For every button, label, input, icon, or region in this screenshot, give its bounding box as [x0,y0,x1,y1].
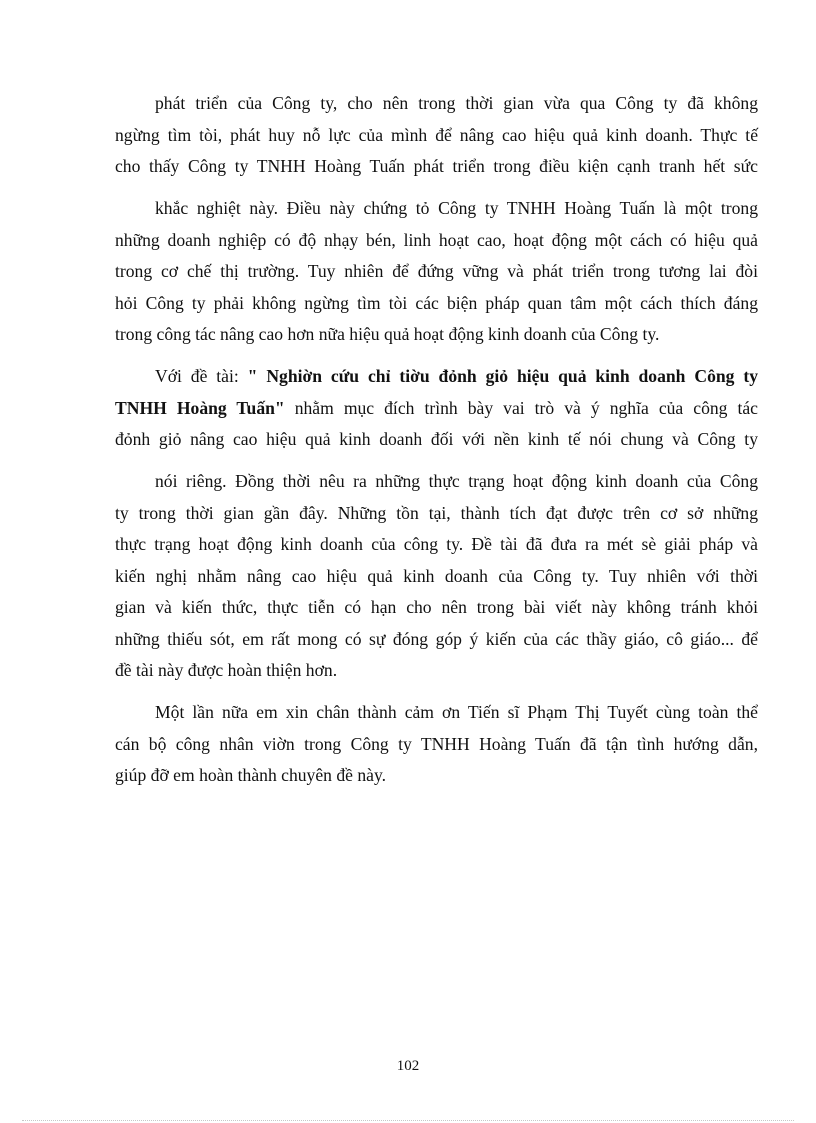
text-line: giúp đỡ em hoàn thành chuyên đề này. [115,765,387,785]
text-line: những thiếu sót, em rất mong có sự đóng góp ý kiến của các thầy giáo, cô giáo... để [115,628,758,649]
text-run: nhằm mục đích trình bày vai trò và ý nghĩa của công tác [284,397,758,418]
paragraph-1 [115,88,758,183]
text-line: Một lần nữa em xin chân thành cảm ơn Tiến sĩ Phạm Thị Tuyết cùng toàn thể [155,702,758,722]
page-number: 102 [396,1058,420,1074]
text-line: đề tài này được hoàn thiện hơn. [115,660,338,680]
text-line [115,393,758,425]
topic-title-end: TNHH Hoàng Tuấn" [115,397,285,418]
text-line: trong cơ chế thị trường. Tuy nhiên để đứng vững và phát triển trong tương lai đòi [115,261,758,281]
text-line: gian và kiến thức, thực tiễn có hạn cho nên trong bài viết này không tránh khỏi [115,597,758,617]
text-line: đỏnh giỏ nâng cao hiệu quả kinh doanh đối với nền kinh tế nói chung và Công ty [115,429,758,449]
text-line: hỏi Công ty phải không ngừng tìm tòi các biện pháp quan tâm một cách thích đáng [115,292,758,313]
text-line: cán bộ công nhân viờn trong Công ty TNHH Hoàng Tuấn đã tận tình hướng dẫn, [115,733,758,754]
body-text [115,88,758,792]
paragraph-2 [115,193,758,351]
text-line: thực trạng hoạt động kinh doanh của công ty. Đề tài đã đưa ra mét sè giải pháp và [115,534,758,554]
paragraph-4 [115,466,758,687]
paragraph-3 [115,361,758,456]
text-line: khắc nghiệt này. Điều này chứng tỏ Công ty TNHH Hoàng Tuấn là một trong [155,198,758,218]
text-line: trong công tác nâng cao hơn nữa hiệu quả hoạt động kinh doanh của Công ty. [115,324,660,344]
text-line [115,361,758,393]
text-line: cho thấy Công ty TNHH Hoàng Tuấn phát triển trong điều kiện cạnh tranh hết sức [115,156,758,176]
text-line: ngừng tìm tòi, phát huy nỗ lực của mình để nâng cao hiệu quả kinh doanh. Thực tế [115,124,758,145]
text-line: nói riêng. Đồng thời nêu ra những thực trạng hoạt động kinh doanh của Công [155,471,758,491]
page-bottom-divider [22,1120,794,1121]
text-line: những doanh nghiệp có độ nhạy bén, linh hoạt cao, hoạt động một cách có hiệu quả [115,229,758,250]
topic-title: " Nghiờn cứu chỉ tiờu đỏnh giỏ hiệu quả kinh doanh Công ty [247,366,759,386]
text-run: Với đề tài: [155,366,248,386]
paragraph-5 [115,697,758,792]
text-line: kiến nghị nhằm nâng cao hiệu quả kinh doanh của Công ty. Tuy nhiên với thời [115,565,758,586]
text-line: ty trong thời gian gần đây. Những tồn tại, thành tích đạt được trên cơ sở những [115,502,758,523]
text-line: phát triển của Công ty, cho nên trong thời gian vừa qua Công ty đã không [155,93,758,113]
